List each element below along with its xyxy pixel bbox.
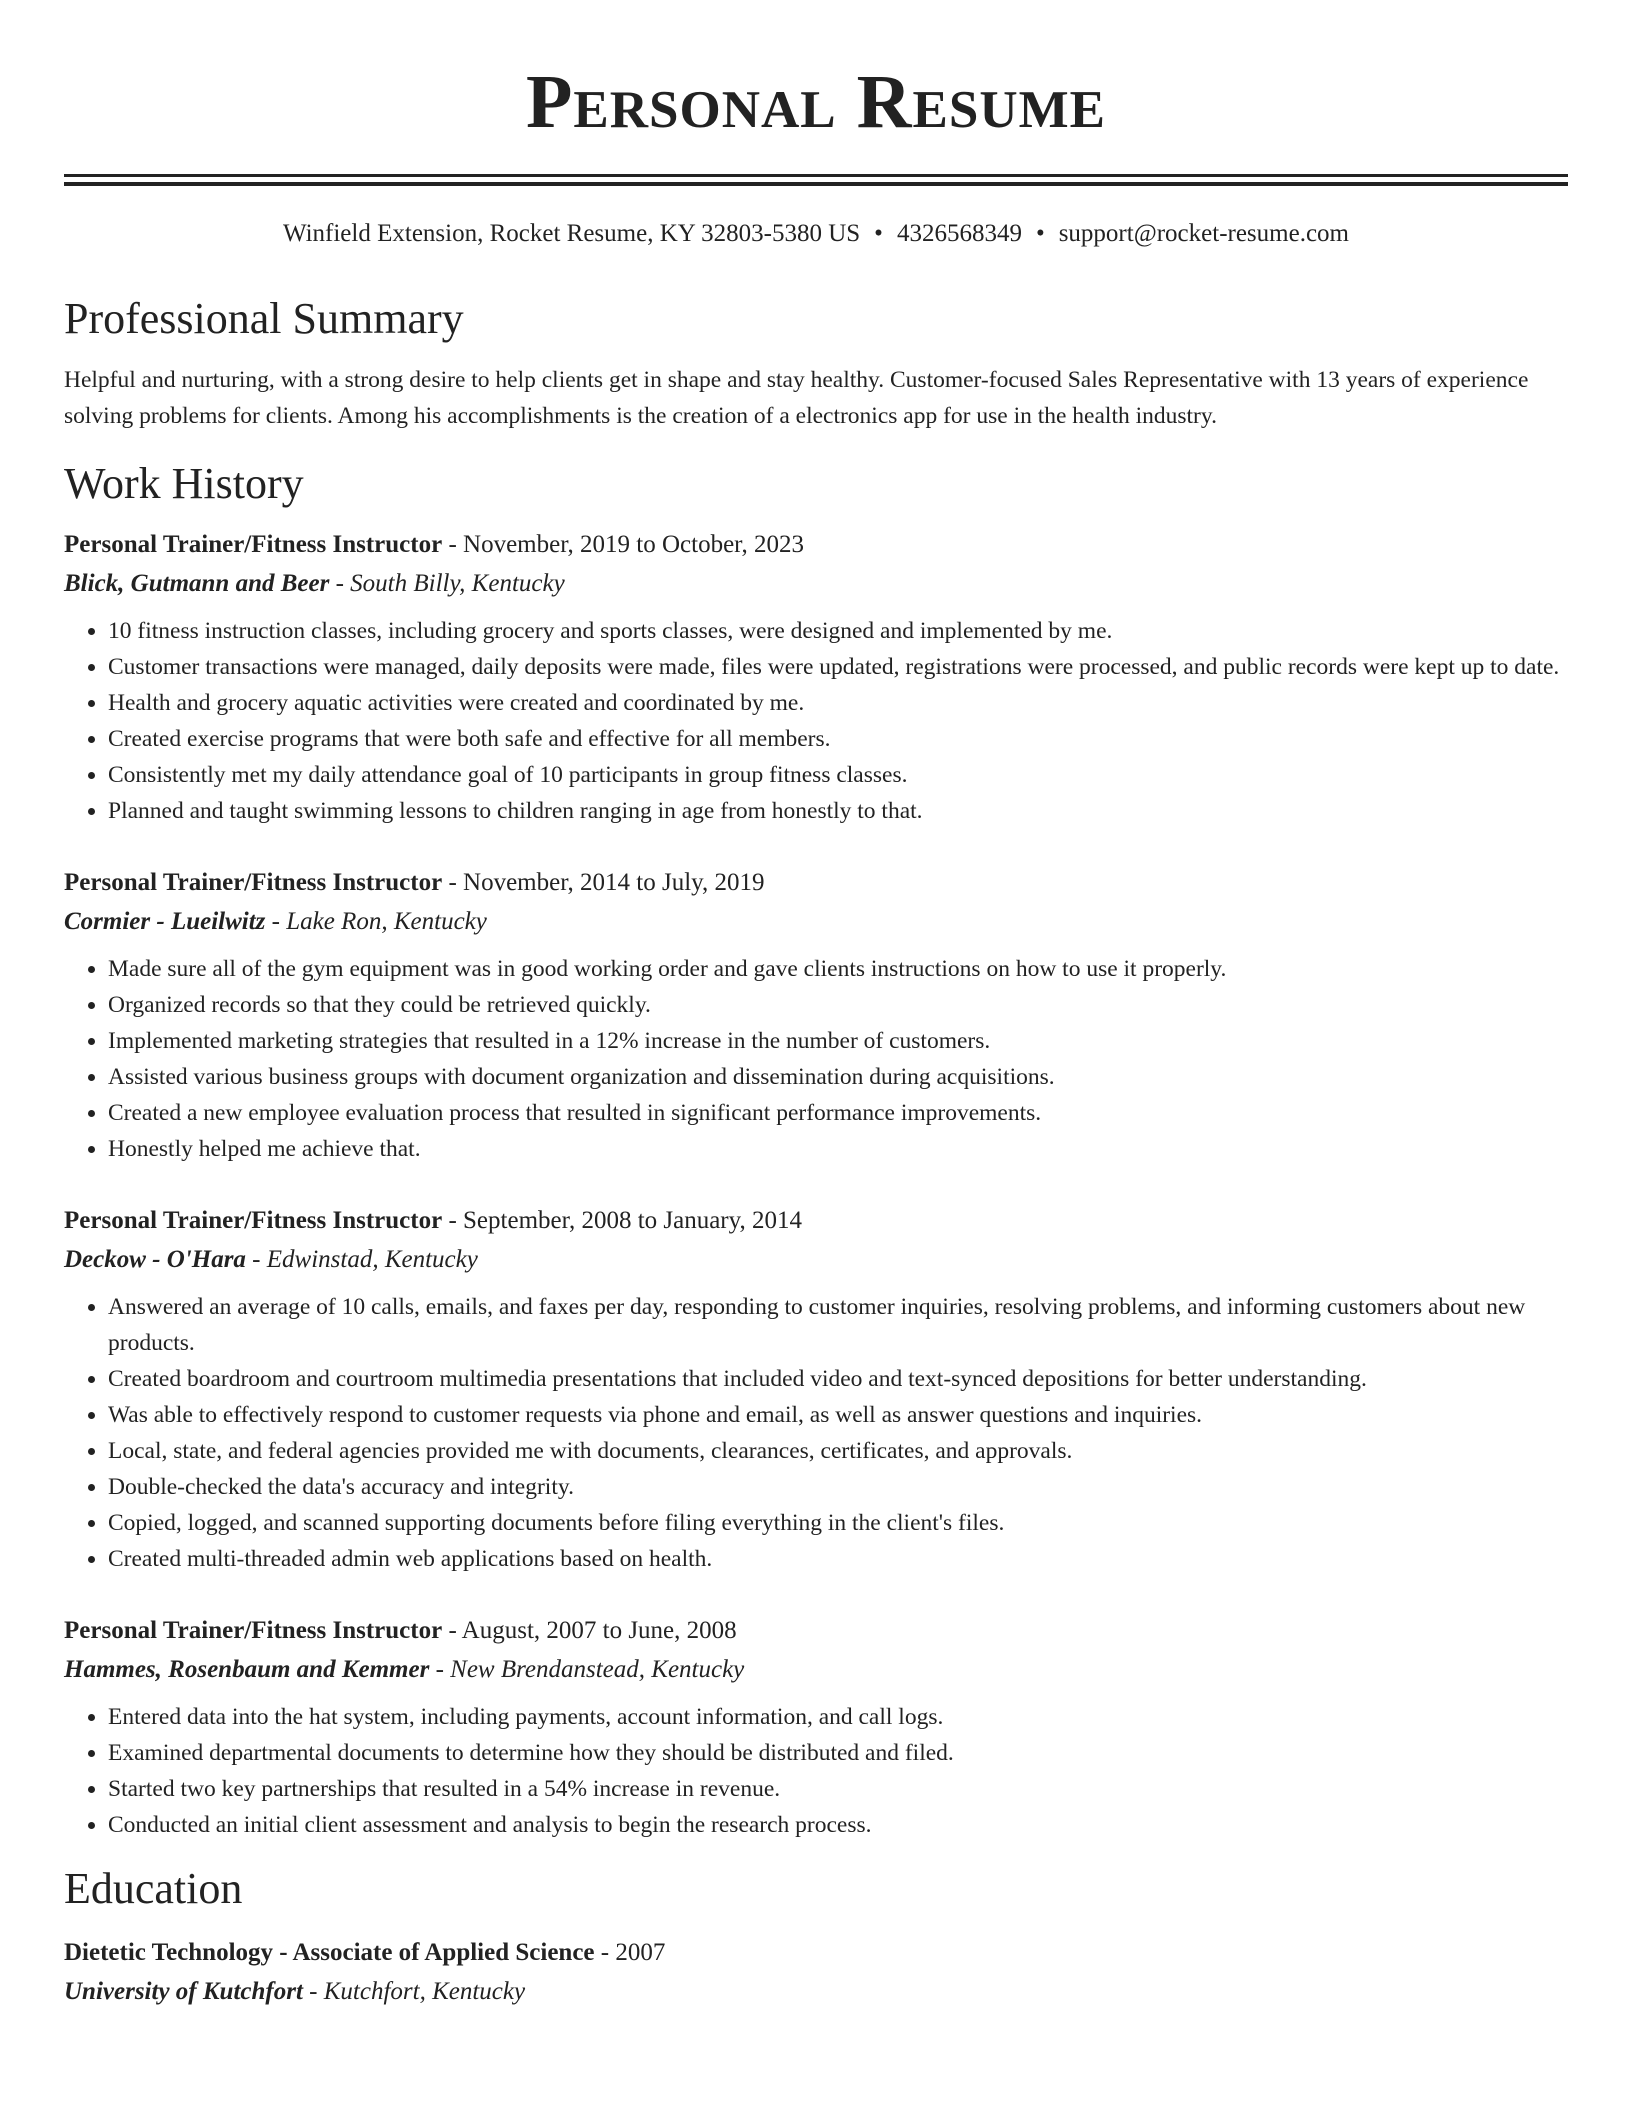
dash: - [245,1245,267,1273]
dash: - [442,530,464,558]
job-role: Personal Trainer/Fitness Instructor [64,530,443,558]
job-title-line [64,863,1568,903]
school-name: University of Kutchfort [64,1978,303,2006]
contact-separator: • [874,220,883,247]
job-bullet: • Health and grocery aquatic activities were created and coordinated by me. [108,685,1568,721]
company-location: New Brendanstead, Kentucky [450,1655,745,1683]
job-bullet: • 10 fitness instruction classes, including grocery and sports classes, were designed and implemented by me. [108,613,1568,649]
contact-separator: • [1035,220,1045,247]
school-line [64,1973,1568,2011]
education-entry [64,1933,1568,2011]
degree-year: 2007 [615,1939,666,1967]
company-line [64,565,1568,603]
job-bullet: • Was able to effectively respond to customer requests via phone and email, as well as answer questions and inquiries. [108,1397,1568,1433]
job-bullet: • Local, state, and federal agencies provided me with documents, clearances, certificates, and approvals. [108,1433,1568,1469]
dash: - [302,1978,324,2006]
dash: - [594,1939,616,1967]
job-bullet: • Assisted various business groups with document organization and dissemination during acquisitions. [108,1059,1568,1095]
job-bullet: • Consistently met my daily attendance goal of 10 participants in group fitness classes. [108,757,1568,793]
job-role: Personal Trainer/Fitness Instructor [64,1616,443,1644]
job-bullet: • Created a new employee evaluation process that resulted in significant performance improvements. [108,1095,1568,1131]
summary-text: Helpful and nurturing, with a strong desire to help clients get in shape and stay healthy. Customer-focused Sales Representative with 13 years of experience solving problems for clients. Among his accomplishments is the creation of a electronics app for use in the health industry. [64,366,1529,429]
degree-name: Dietetic Technology - Associate of Applied Science [64,1939,595,1967]
job-bullet: • Planned and taught swimming lessons to children ranging in age from honestly to that. [108,793,1568,829]
contact-email: support@rocket-resume.com [1058,220,1349,247]
dash: - [329,569,351,597]
job-bullet: • Answered an average of 10 calls, emails, and faxes per day, responding to customer inquiries, resolving problems, and informing customers about new products. [108,1289,1568,1361]
company-name: Deckow - O'Hara [64,1245,246,1273]
company-name: Cormier - Lueilwitz [64,907,266,935]
job-dates: November, 2019 to October, 2023 [463,530,805,558]
job-entry [64,525,1568,829]
title-divider [64,174,1568,186]
company-line [64,1651,1568,1689]
summary-heading: Professional Summary [64,294,464,343]
company-name: Hammes, Rosenbaum and Kemmer [64,1655,430,1683]
job-bullets [64,1699,1568,1843]
job-entry [64,1611,1568,1843]
job-title-line [64,1611,1568,1651]
job-bullet: • Implemented marketing strategies that resulted in a 12% increase in the number of customers. [108,1023,1568,1059]
job-bullet: • Copied, logged, and scanned supporting documents before filing everything in the client's files. [108,1505,1568,1541]
job-role: Personal Trainer/Fitness Instructor [64,868,443,896]
job-bullet: • Conducted an initial client assessment and analysis to begin the research process. [108,1807,1568,1843]
company-line [64,903,1568,941]
job-dates: November, 2014 to July, 2019 [463,868,765,896]
company-location: Edwinstad, Kentucky [266,1245,478,1273]
job-bullet: • Honestly helped me achieve that. [108,1131,1568,1167]
dash: - [442,1616,462,1644]
job-bullet: • Created boardroom and courtroom multimedia presentations that included video and text-synced depositions for better understanding. [108,1361,1568,1397]
job-bullet: • Started two key partnerships that resulted in a 54% increase in revenue. [108,1771,1568,1807]
job-dates: August, 2007 to June, 2008 [461,1616,737,1644]
job-bullet: • Double-checked the data's accuracy and integrity. [108,1469,1568,1505]
job-title-line [64,525,1568,565]
dash: - [442,868,464,896]
company-name: Blick, Gutmann and Beer [64,569,330,597]
job-bullet: • Examined departmental documents to determine how they should be distributed and filed. [108,1735,1568,1771]
dash: - [442,1206,464,1234]
job-role: Personal Trainer/Fitness Instructor [64,1206,443,1234]
job-bullet: • Created exercise programs that were both safe and effective for all members. [108,721,1568,757]
job-bullet: • Entered data into the hat system, including payments, account information, and call logs. [108,1699,1568,1735]
job-bullet: • Created multi-threaded admin web applications based on health. [108,1541,1568,1577]
job-entry [64,863,1568,1167]
job-bullets [64,613,1568,829]
job-dates: September, 2008 to January, 2014 [463,1206,803,1234]
job-title-line [64,1201,1568,1241]
job-bullets [64,951,1568,1167]
job-entry [64,1201,1568,1577]
work-history-heading: Work History [64,458,304,508]
school-location: Kutchfort, Kentucky [323,1978,526,2006]
company-location: Lake Ron, Kentucky [286,907,487,935]
education-heading: Education [64,1863,243,1913]
job-bullets [64,1289,1568,1577]
dash: - [429,1655,451,1683]
job-bullet: • Organized records so that they could be retrieved quickly. [108,987,1568,1023]
job-bullet: • Made sure all of the gym equipment was in good working order and gave clients instructions on how to use it properly. [108,951,1568,987]
dash: - [265,907,287,935]
contact-address: Winfield Extension, Rocket Resume, KY 32803-5380 US [283,220,861,247]
contact-line [64,219,1568,249]
company-location: South Billy, Kentucky [350,569,565,597]
degree-line [64,1933,1568,1973]
job-bullet: • Customer transactions were managed, daily deposits were made, files were updated, registrations were processed, and public records were kept up to date. [108,649,1568,685]
company-line [64,1241,1568,1279]
page-title: Personal Resume [525,60,1106,144]
contact-phone: 4326568349 [896,220,1022,247]
